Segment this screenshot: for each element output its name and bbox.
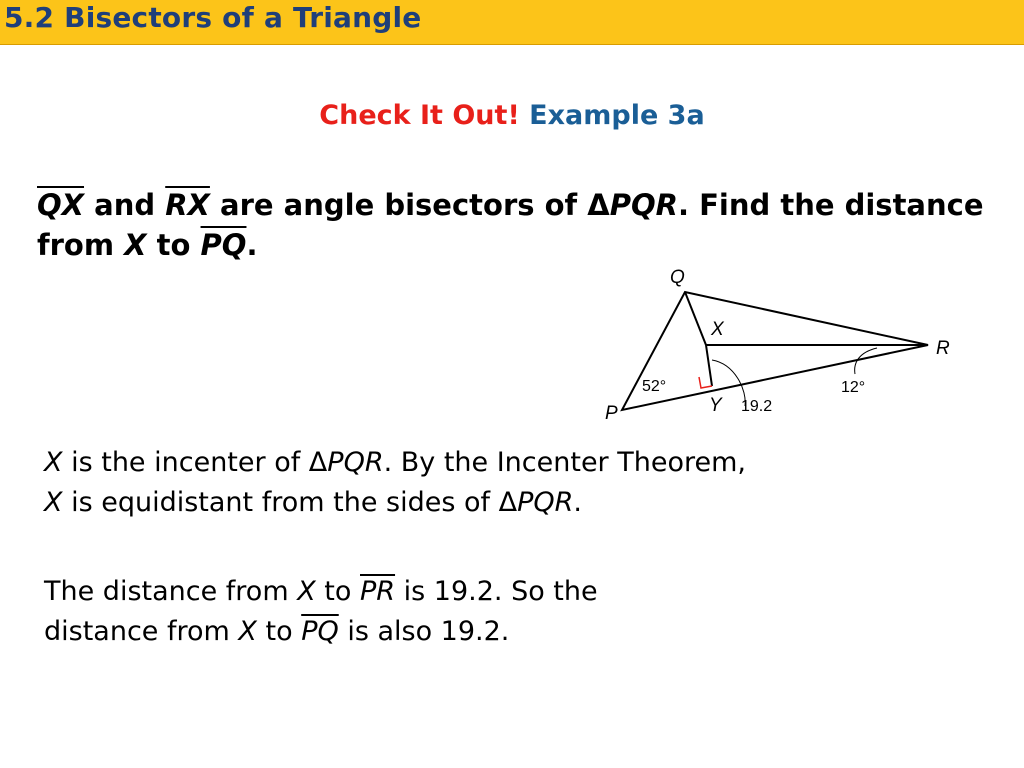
angle-r-arc [855,348,877,374]
angle-p-measure: 52° [642,378,667,395]
point-x: X [297,576,316,607]
triangle-name: PQR [517,487,574,518]
text: is 19.2. So the [395,576,598,607]
triangle-pqr [622,292,928,410]
text-after: . Find the distance from [37,188,984,262]
text: to [256,616,302,647]
text: distance from [44,616,239,647]
perpendicular-xy [706,345,712,386]
text: is also 19.2. [338,616,510,647]
distance-measure: 19.2 [741,398,773,415]
segment-qx: $\overline{QX}$ [37,188,85,222]
segment-pr: $\overline{PR}$ [360,576,396,607]
point-x: X [44,487,63,518]
text: is equidistant from the sides of Δ [62,487,518,518]
text: The distance from [44,576,298,607]
label-r: R [936,338,950,359]
problem-statement [37,185,997,265]
triangle-diagram [595,262,975,432]
point-x: X [238,616,257,647]
explanation-paragraph-2 [44,572,984,652]
point-x: X [124,228,147,262]
triangle-name: PQR [327,447,384,478]
segment-pq: $\overline{PQ}$ [301,616,339,647]
text-to: to [156,228,191,262]
triangle-name: PQR [609,188,678,222]
label-y: Y [709,395,722,416]
text-middle: are angle bisectors of [220,188,578,222]
angle-r-measure: 12° [841,379,866,396]
text: to [315,576,360,607]
text: . [573,487,582,518]
check-it-out-label: Check It Out! [319,100,520,131]
example-heading [0,100,1024,131]
text: . By the Incenter Theorem, [383,447,746,478]
segment-pq: $\overline{PQ}$ [200,228,247,262]
delta-symbol: Δ [587,188,610,222]
point-x: X [44,447,63,478]
label-p: P [605,403,618,424]
label-x: X [711,319,724,340]
explanation-paragraph-1 [44,443,984,523]
text-end: . [246,228,258,262]
header-bar [0,0,1024,45]
label-q: Q [670,267,685,288]
text: is the incenter of Δ [62,447,328,478]
example-label: Example 3a [529,100,705,131]
text-and: and [94,188,156,222]
segment-rx: $\overline{RX}$ [165,188,210,222]
bisector-qx [685,292,706,345]
slide-title: 5.2 Bisectors of a Triangle [4,1,422,34]
